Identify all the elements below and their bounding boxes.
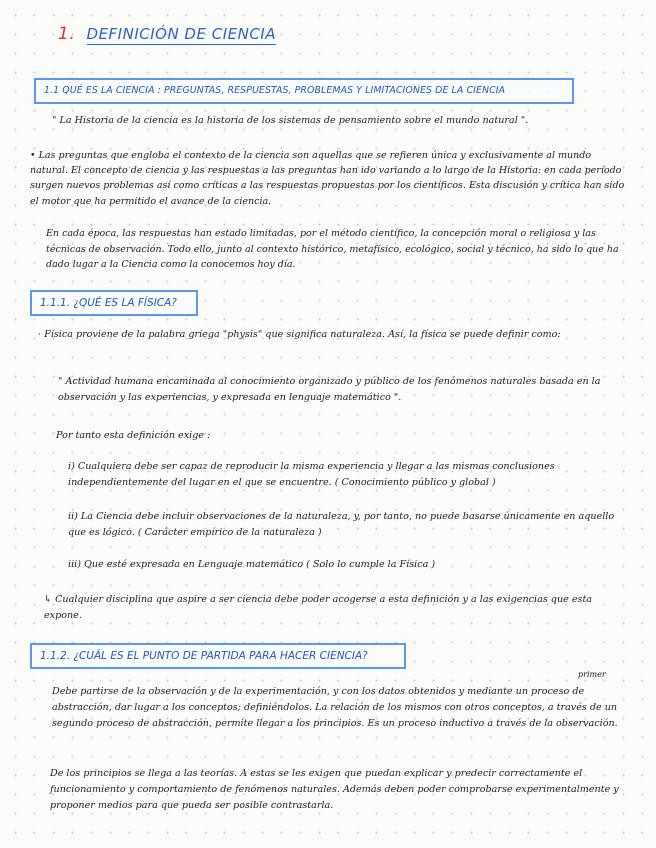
section-1-1-paragraph-1: • Las preguntas que engloba el contexto de la ciencia son aquellas que se refieren única y exclusivamente al mundo natural. El concepto de ciencia y las respuestas a las preguntas han ido variando a lo largo de la Historia: en cada período surgen nuevos problemas así como críticas a las respuestas propuestas por los científicos. Esta discusión y crítica han sido el motor que ha permitido el avance de la ciencia. — [30, 150, 625, 207]
section-1-1-2-superscript: primer — [578, 670, 606, 679]
section-1-1-paragraph-2: En cada época, las respuestas han estado limitadas, por el método científico, la concepción moral o religiosa y las técnicas de observación. Todo ello, junto al contexto histórico, metafísico, ecológico, social y técnico, ha sido lo que ha dado lugar a la Ciencia como la conocemos hoy día. — [46, 228, 619, 270]
section-1-1-1-heading — [30, 290, 198, 316]
section-1-1-2-paragraph-1: Debe partirse de la observación y de la experimentación, y con los datos obtenidos y mediante un proceso de abstracción, dar lugar a los conceptos; definiéndolos. La relación de los mismos con otros conceptos, a través de un segundo proceso de abstracción, permite llegar a los principios. Es un proceso inductivo a través de la observación. — [52, 686, 618, 729]
section-1-1-heading-text: 1.1 QUÉ ES LA CIENCIA : PREGUNTAS, RESPUESTAS, PROBLEMAS Y LIMITACIONES DE LA CIENCIA — [44, 85, 506, 96]
section-1-1-1-conclusion: ↳ Cualquier disciplina que aspire a ser ciencia debe poder acogerse a esta definición y a las exigencias que esta expone. — [44, 594, 593, 621]
section-1-1-1-heading-text: 1.1.1. ¿QUÉ ES LA FÍSICA? — [40, 297, 177, 309]
section-1-1-2-heading — [30, 643, 406, 669]
page-title — [58, 24, 276, 44]
section-1-1-1-item-1: i) Cualquiera debe ser capaz de reproducir la misma experiencia y llegar a las mismas conclusiones independientemente del lugar en el que se encuentre. ( Conocimiento público y global ) — [68, 461, 555, 488]
section-1-1-quote: " La Historia de la ciencia es la historia de los sistemas de pensamiento sobre el mundo natural ". — [52, 115, 529, 126]
section-1-1-1-paragraph-1: · Física proviene de la palabra griega "physis" que significa naturaleza. Así, la física se puede definir como: — [38, 329, 561, 340]
section-1-1-heading — [34, 78, 574, 104]
section-1-1-2-heading-text: 1.1.2. ¿CUÁL ES EL PUNTO DE PARTIDA PARA HACER CIENCIA? — [40, 650, 368, 662]
section-1-1-1-definition-quote: " Actividad humana encaminada al conocimiento organizado y público de los fenómenos naturales basada en la observación y las experiencias, y expresada en lenguaje matemático ". — [58, 376, 601, 403]
section-1-1-2-paragraph-2: De los principios se llega a las teorías. A estas se les exigen que puedan explicar y predecir correctamente el funcionamiento y comportamiento de fenómenos naturales. Además deben poder comprobarse experimentalmente y proponer medios para que pueda ser posible contrastarla. — [50, 768, 619, 811]
title-number: 1. — [58, 24, 76, 44]
title-text: DEFINICIÓN DE CIENCIA — [86, 25, 276, 43]
section-1-1-1-item-2: ii) La Ciencia debe incluir observaciones de la naturaleza, y, por tanto, no puede basarse únicamente en aquello que es lógico. ( Carácter empírico de la naturaleza ) — [68, 511, 615, 538]
section-1-1-1-item-3: iii) Que esté expresada en Lenguaje matemático ( Solo lo cumple la Física ) — [68, 559, 436, 570]
section-1-1-1-lead: Por tanto esta definición exige : — [56, 430, 211, 441]
